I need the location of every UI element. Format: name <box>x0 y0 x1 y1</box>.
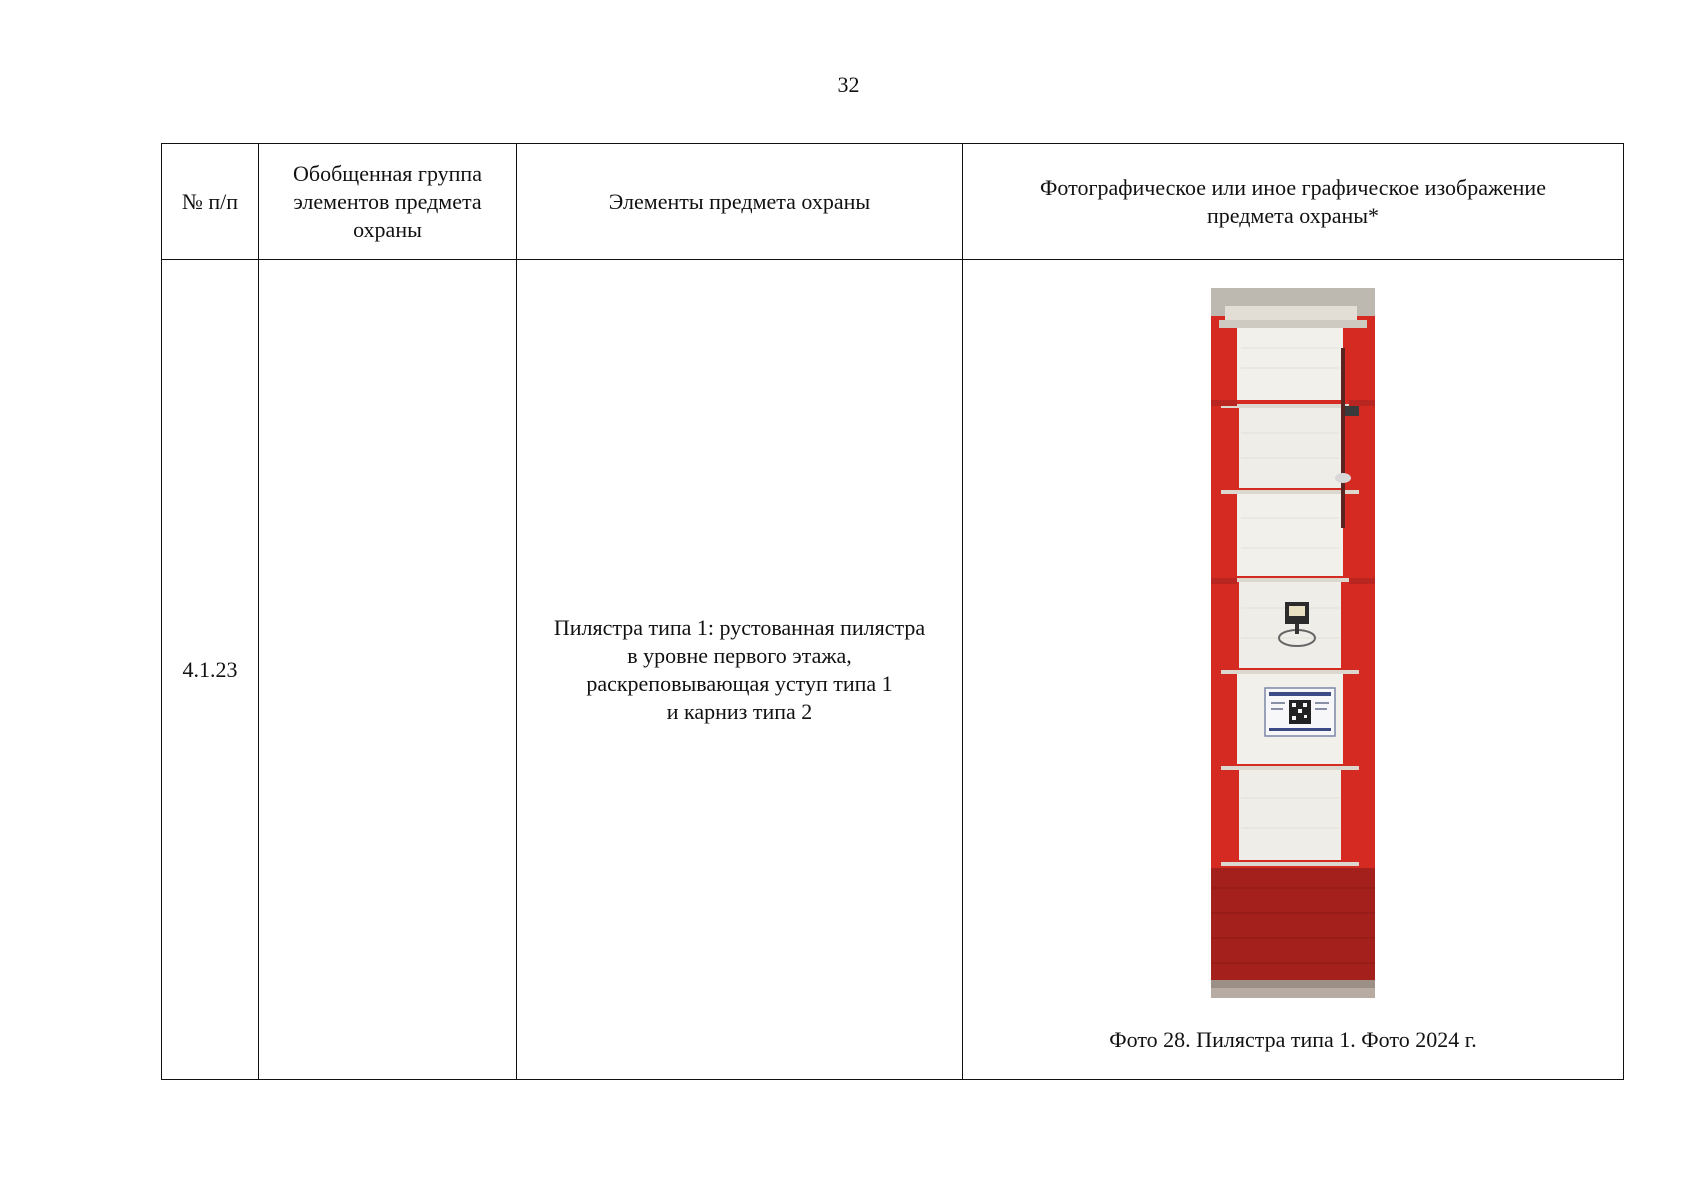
elements-description <box>517 614 962 726</box>
row-photo <box>963 260 1624 1080</box>
elements-line: Пилястра типа 1: рустованная пилястра <box>553 614 926 640</box>
row-num: 4.1.23 <box>162 260 259 1080</box>
header-group: Обобщенная группа элементов предмета охраны <box>259 144 517 260</box>
protection-table <box>161 143 1624 1080</box>
header-num: № п/п <box>162 144 259 260</box>
elements-line: и карниз типа 2 <box>666 698 813 724</box>
table-row <box>162 260 1624 1080</box>
table-header-row <box>162 144 1624 260</box>
row-elements <box>517 260 963 1080</box>
header-elements: Элементы предмета охраны <box>517 144 963 260</box>
page-number: 32 <box>837 72 860 97</box>
row-group <box>259 260 517 1080</box>
photo-caption: Фото 28. Пилястра типа 1. Фото 2024 г. <box>1109 1027 1477 1052</box>
elements-line: в уровне первого этажа, <box>627 642 852 668</box>
header-photo: Фотографическое или иное графическое изображение предмета охраны* <box>963 144 1624 260</box>
elements-line: раскреповывающая уступ типа 1 <box>586 670 893 696</box>
pilaster-photo <box>1211 288 1375 998</box>
